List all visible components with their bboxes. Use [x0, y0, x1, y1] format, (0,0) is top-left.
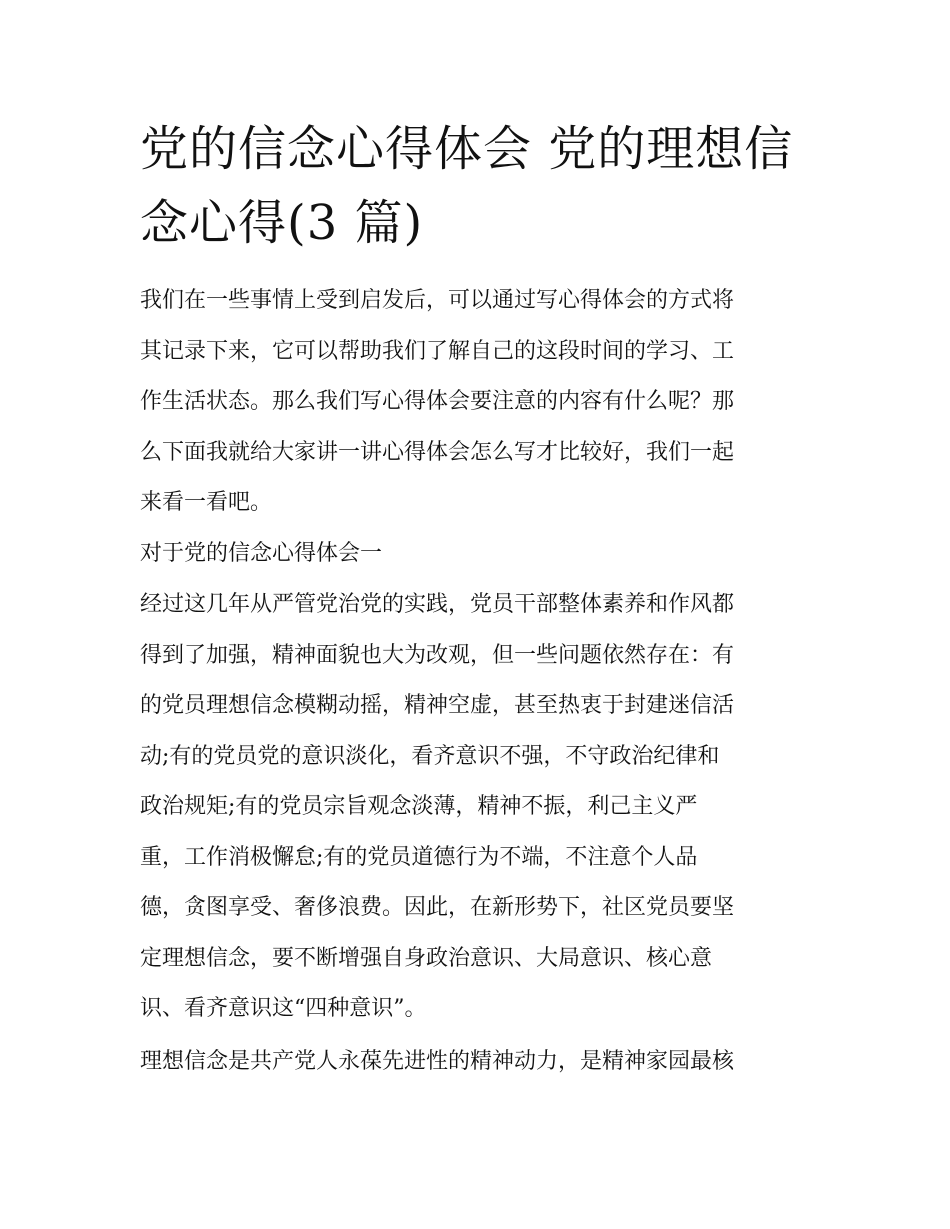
document-title — [140, 112, 820, 260]
section-heading — [140, 529, 820, 580]
title-line: 党的信念心得体会 党的理想信 — [140, 121, 794, 177]
text-line: 理想信念是共产党人永葆先进性的精神动力，是精神家园最核 — [140, 1049, 735, 1074]
text-line: 动;有的党员党的意识淡化，看齐意识不强，不守政治纪律和 — [140, 743, 720, 769]
intro-paragraph — [140, 276, 820, 529]
text-line: 得到了加强，精神面貌也大为改观，但一些问题依然存在：有 — [140, 642, 735, 668]
text-line: 其记录下来，它可以帮助我们了解自己的这段时间的学习、工 — [140, 338, 735, 364]
text-line: 重，工作消极懈怠;有的党员道德行为不端，不注意个人品 — [140, 844, 698, 870]
text-line: 政治规矩;有的党员宗旨观念淡薄，精神不振，利己主义严 — [140, 794, 698, 819]
text-line: 么下面我就给大家讲一讲心得体会怎么写才比较好，我们一起 — [140, 439, 735, 465]
text-line: 的党员理想信念模糊动摇，精神空虚，甚至热衷于封建迷信活 — [140, 693, 735, 718]
text-line: 我们在一些事情上受到启发后，可以通过写心得体会的方式将 — [140, 288, 735, 313]
text-line: 来看一看吧。 — [140, 490, 273, 515]
title-line: 念心得(3 篇) — [140, 195, 424, 251]
text-line: 作生活状态。那么我们写心得体会要注意的内容有什么呢？那 — [140, 389, 735, 414]
section-heading-text: 对于党的信念心得体会一 — [140, 541, 383, 566]
text-line: 定理想信念，要不断增强自身政治意识、大局意识、核心意 — [140, 945, 713, 971]
body-paragraph-2 — [140, 1037, 820, 1088]
body-paragraph-1 — [140, 580, 820, 1035]
text-line: 经过这几年从严管党治党的实践，党员干部整体素养和作风都 — [140, 592, 735, 617]
text-line: 识、看齐意识这“四种意识”。 — [140, 996, 427, 1021]
text-line: 德，贪图享受、奢侈浪费。因此，在新形势下，社区党员要坚 — [140, 895, 735, 920]
